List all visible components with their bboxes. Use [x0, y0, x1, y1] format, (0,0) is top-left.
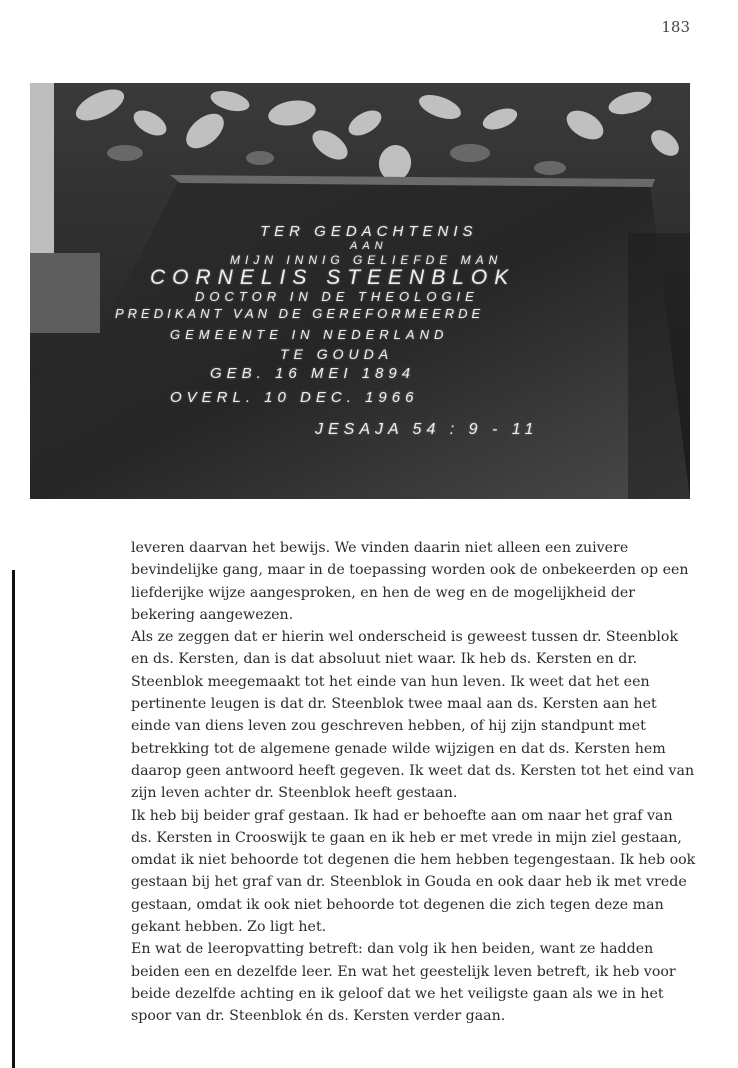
inscription-line: DOCTOR IN DE THEOLOGIE [195, 289, 479, 304]
inscription-line: TER GEDACHTENIS [260, 223, 478, 240]
gravestone-inscription [30, 83, 690, 499]
page-number: 183 [661, 18, 690, 36]
inscription-line: GEMEENTE IN NEDERLAND [170, 327, 449, 342]
inscription-line: OVERL. 10 DEC. 1966 [170, 389, 419, 406]
article-body [131, 537, 696, 1028]
inscription-line: TE GOUDA [280, 346, 394, 362]
paragraph: En wat de leeropvatting betreft: dan volg ik hen beiden, want ze hadden beiden een en dezelfde leer. En wat het geestelijk leven betreft, ik heb voor beide dezelfde achting en ik geloof dat we het veiligste gaan als we in het spoor van dr. Steenblok én ds. Kersten verder gaan. [131, 941, 676, 1025]
gravestone-photo [30, 83, 690, 499]
binding-edge-rule [12, 570, 15, 1068]
inscription-line: CORNELIS STEENBLOK [150, 266, 516, 289]
paragraph: Als ze zeggen dat er hierin wel onderscheid is geweest tussen dr. Steenblok en ds. Kersten, dan is dat absoluut niet waar. Ik heb ds. Kersten en dr. Steenblok meegemaakt tot het einde van hun leven. Ik weet dat het een pertinente leugen is dat dr. Steenblok twee maal aan ds. Kersten aan het einde van diens leven zou geschreven hebben, of hij zijn standpunt met betrekking tot de algemene genade wilde wijzigen en dat ds. Kersten hem daarop geen antwoord heeft gegeven. Ik weet dat ds. Kersten tot het eind van zijn leven achter dr. Steenblok heeft gestaan. [131, 629, 695, 802]
paragraph: leveren daarvan het bewijs. We vinden daarin niet alleen een zuivere bevindelijke gang, maar in de toepassing worden ook de onbekeerden op een liefderijke wijze aangesproken, en hen de weg en de mogelijkheid der bekering aangewezen. [131, 540, 689, 623]
inscription-line: GEB. 16 MEI 1894 [210, 365, 416, 382]
inscription-line: JESAJA 54 : 9 - 11 [315, 421, 539, 438]
paragraph: Ik heb bij beider graf gestaan. Ik had er behoefte aan om naar het graf van ds. Kersten in Crooswijk te gaan en ik heb er met vrede in mijn ziel gestaan, omdat ik niet behoorde tot degenen die hem hebben tegengestaan. Ik heb ook gestaan bij het graf van dr. Steenblok in Gouda en ook daar heb ik met vrede gestaan, omdat ik ook niet behoorde tot degenen die zich tegen deze man gekant hebben. Zo ligt het. [131, 807, 696, 936]
inscription-line: MIJN INNIG GELIEFDE MAN [230, 253, 503, 267]
inscription-line: AAN [350, 240, 388, 252]
inscription-line: PREDIKANT VAN DE GEREFORMEERDE [115, 306, 485, 321]
